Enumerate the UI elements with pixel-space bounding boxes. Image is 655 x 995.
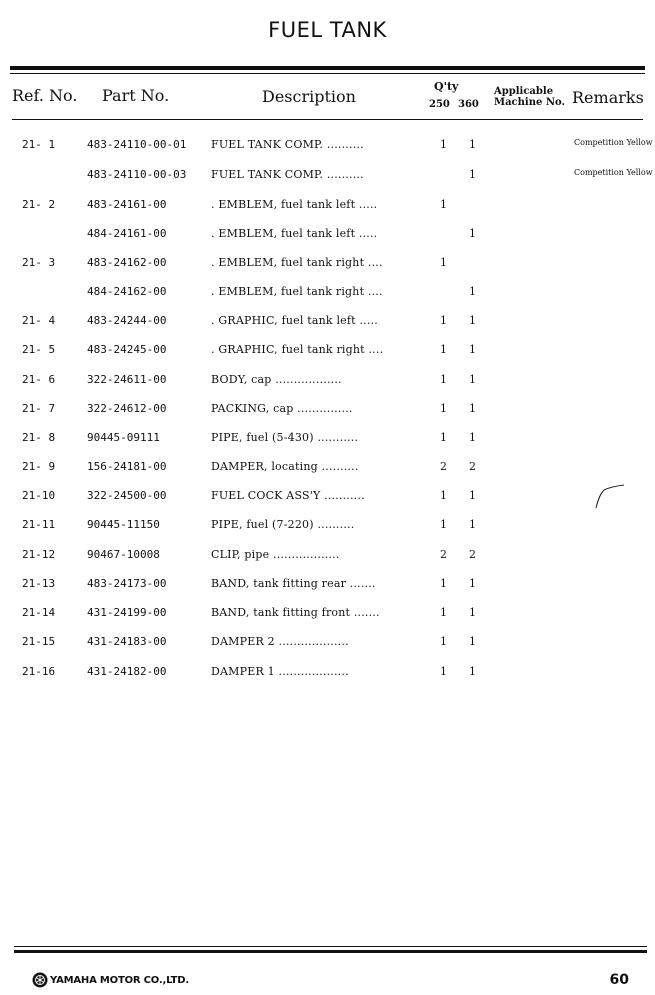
qty-360-cell: 1 — [469, 285, 476, 298]
description-cell: FUEL TANK COMP. .......... — [211, 168, 364, 181]
top-rule-thin — [10, 73, 645, 74]
qty-360-cell: 1 — [469, 489, 476, 502]
table-row — [0, 635, 655, 655]
table-row — [0, 138, 655, 158]
part-no-cell: 483-24110-00-01 — [87, 138, 187, 151]
pen-mark — [592, 482, 626, 512]
qty-360-cell: 1 — [469, 343, 476, 356]
bottom-rule-thin — [14, 946, 647, 947]
qty-250-cell: 2 — [440, 548, 447, 561]
description-cell: . GRAPHIC, fuel tank left ..... — [211, 314, 378, 327]
table-row — [0, 343, 655, 363]
table-row — [0, 256, 655, 276]
description-cell: . EMBLEM, fuel tank left ..... — [211, 227, 378, 240]
table-row — [0, 198, 655, 218]
top-rule-thick — [10, 66, 645, 70]
part-no-cell: 483-24173-00 — [87, 577, 167, 590]
qty-360-cell: 2 — [469, 548, 476, 561]
table-row — [0, 489, 655, 509]
header-qty-360: 360 — [458, 99, 479, 110]
ref-cell: 21-13 — [22, 577, 56, 590]
table-row — [0, 431, 655, 451]
ref-cell: 21- 5 — [22, 343, 56, 356]
header-rule — [12, 119, 643, 120]
part-no-cell: 322-24500-00 — [87, 489, 167, 502]
description-cell: . EMBLEM, fuel tank left ..... — [211, 198, 378, 211]
qty-250-cell: 1 — [440, 606, 447, 619]
qty-250-cell: 1 — [440, 489, 447, 502]
company-logo — [32, 970, 189, 990]
description-cell: . EMBLEM, fuel tank right .... — [211, 256, 383, 269]
qty-360-cell: 1 — [469, 373, 476, 386]
part-no-cell: 483-24161-00 — [87, 198, 167, 211]
part-no-cell: 90467-10008 — [87, 548, 160, 561]
qty-250-cell: 1 — [440, 138, 447, 151]
part-no-cell: 156-24181-00 — [87, 460, 167, 473]
part-no-cell: 483-24245-00 — [87, 343, 167, 356]
header-machine-no: Machine No. — [494, 97, 565, 108]
page-title: FUEL TANK — [268, 18, 387, 42]
part-no-cell: 90445-09111 — [87, 431, 160, 444]
qty-250-cell: 1 — [440, 431, 447, 444]
description-cell: PIPE, fuel (5-430) ........... — [211, 431, 359, 444]
description-cell: . EMBLEM, fuel tank right .... — [211, 285, 383, 298]
header-qty-250: 250 — [429, 99, 450, 110]
header-qty: Q'ty — [434, 80, 459, 93]
ref-cell: 21- 9 — [22, 460, 56, 473]
ref-cell: 21-11 — [22, 518, 56, 531]
part-no-cell: 431-24183-00 — [87, 635, 167, 648]
qty-360-cell: 1 — [469, 518, 476, 531]
qty-360-cell: 1 — [469, 431, 476, 444]
part-no-cell: 484-24162-00 — [87, 285, 167, 298]
yamaha-emblem-icon — [32, 972, 48, 988]
part-no-cell: 483-24244-00 — [87, 314, 167, 327]
qty-250-cell: 1 — [440, 256, 447, 269]
description-cell: DAMPER 2 ................... — [211, 635, 349, 648]
description-cell: PACKING, cap ............... — [211, 402, 353, 415]
ref-cell: 21-15 — [22, 635, 56, 648]
table-row — [0, 168, 655, 188]
qty-360-cell: 1 — [469, 577, 476, 590]
ref-cell: 21- 3 — [22, 256, 56, 269]
qty-360-cell: 1 — [469, 138, 476, 151]
ref-cell: 21-14 — [22, 606, 56, 619]
table-row — [0, 548, 655, 568]
part-no-cell: 483-24162-00 — [87, 256, 167, 269]
description-cell: . GRAPHIC, fuel tank right .... — [211, 343, 384, 356]
table-row — [0, 665, 655, 685]
description-cell: BODY, cap .................. — [211, 373, 342, 386]
ref-cell: 21- 8 — [22, 431, 56, 444]
part-no-cell: 322-24612-00 — [87, 402, 167, 415]
description-cell: DAMPER 1 ................... — [211, 665, 349, 678]
qty-360-cell: 1 — [469, 606, 476, 619]
qty-250-cell: 1 — [440, 402, 447, 415]
header-remarks: Remarks — [572, 88, 644, 107]
part-no-cell: 431-24182-00 — [87, 665, 167, 678]
qty-250-cell: 1 — [440, 665, 447, 678]
qty-250-cell: 1 — [440, 373, 447, 386]
description-cell: DAMPER, locating .......... — [211, 460, 359, 473]
part-no-cell: 322-24611-00 — [87, 373, 167, 386]
table-row — [0, 373, 655, 393]
table-row — [0, 606, 655, 626]
table-row — [0, 227, 655, 247]
ref-cell: 21- 1 — [22, 138, 56, 151]
company-name: YAMAHA MOTOR CO.,LTD. — [50, 974, 189, 986]
description-cell: CLIP, pipe .................. — [211, 548, 340, 561]
remarks-cell: Competition Yellow — [574, 138, 653, 147]
ref-cell: 21-16 — [22, 665, 56, 678]
ref-cell: 21- 2 — [22, 198, 56, 211]
remarks-cell: Competition Yellow — [574, 168, 653, 177]
part-no-cell: 483-24110-00-03 — [87, 168, 187, 181]
table-row — [0, 460, 655, 480]
qty-360-cell: 1 — [469, 402, 476, 415]
qty-360-cell: 2 — [469, 460, 476, 473]
qty-360-cell: 1 — [469, 168, 476, 181]
description-cell: BAND, tank fitting rear ....... — [211, 577, 376, 590]
ref-cell: 21-12 — [22, 548, 56, 561]
qty-360-cell: 1 — [469, 665, 476, 678]
table-row — [0, 402, 655, 422]
header-part-no: Part No. — [102, 86, 170, 105]
qty-360-cell: 1 — [469, 314, 476, 327]
page-number: 60 — [609, 972, 629, 988]
description-cell: FUEL TANK COMP. .......... — [211, 138, 364, 151]
ref-cell: 21- 6 — [22, 373, 56, 386]
qty-250-cell: 2 — [440, 460, 447, 473]
table-row — [0, 314, 655, 334]
description-cell: PIPE, fuel (7-220) .......... — [211, 518, 355, 531]
qty-250-cell: 1 — [440, 314, 447, 327]
qty-250-cell: 1 — [440, 518, 447, 531]
qty-250-cell: 1 — [440, 635, 447, 648]
part-no-cell: 431-24199-00 — [87, 606, 167, 619]
bottom-rule-thick — [14, 950, 647, 953]
qty-250-cell: 1 — [440, 577, 447, 590]
qty-360-cell: 1 — [469, 227, 476, 240]
ref-cell: 21- 7 — [22, 402, 56, 415]
header-description: Description — [262, 87, 356, 106]
qty-250-cell: 1 — [440, 343, 447, 356]
qty-250-cell: 1 — [440, 198, 447, 211]
description-cell: BAND, tank fitting front ....... — [211, 606, 380, 619]
description-cell: FUEL COCK ASS'Y ........... — [211, 489, 365, 502]
part-no-cell: 484-24161-00 — [87, 227, 167, 240]
table-row — [0, 285, 655, 305]
header-ref-no: Ref. No. — [12, 86, 78, 105]
table-row — [0, 577, 655, 597]
qty-360-cell: 1 — [469, 635, 476, 648]
table-row — [0, 518, 655, 538]
ref-cell: 21- 4 — [22, 314, 56, 327]
header-applicable: Applicable — [494, 86, 554, 97]
part-no-cell: 90445-11150 — [87, 518, 160, 531]
ref-cell: 21-10 — [22, 489, 56, 502]
